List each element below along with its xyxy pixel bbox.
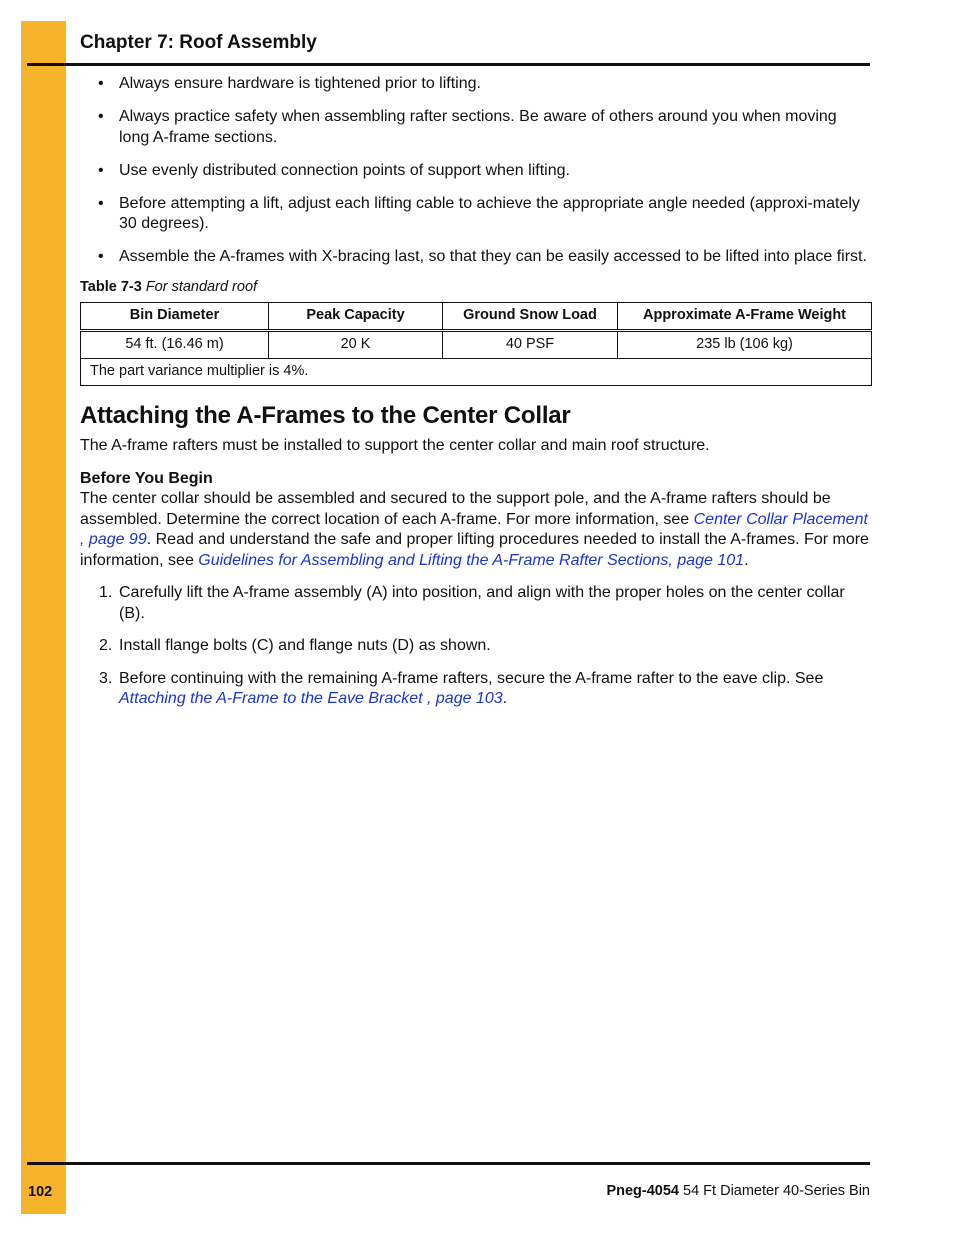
table-cell: 235 lb (106 kg) <box>618 330 872 358</box>
table-cell: 20 K <box>269 330 443 358</box>
roof-spec-table <box>80 302 872 386</box>
table-note-row <box>81 358 872 385</box>
step-text: Install flange bolts (C) and flange nuts (D) as shown. <box>119 637 491 654</box>
table-caption-label: Table 7-3 <box>80 279 142 295</box>
step-text: Before continuing with the remaining A-frame rafters, secure the A-frame rafter to the eave clip. See <box>119 669 824 687</box>
paragraph-text: . <box>744 551 749 569</box>
paragraph-text: . Read and understand the safe and proper lifting procedures needed to install the A-frames. For more information, see <box>80 531 869 569</box>
step-text-end: . <box>502 690 508 707</box>
doc-title: 54 Ft Diameter 40-Series Bin <box>679 1183 870 1199</box>
table-caption <box>80 277 870 298</box>
list-item <box>80 583 870 624</box>
column-header: Peak Capacity <box>269 302 443 330</box>
list-item <box>80 669 870 710</box>
document-footer <box>606 1183 870 1199</box>
paragraph-text: The center collar should be assembled and secured to the support pole, and the A-frame rafters should be assembled. Determine the correct location of each A-frame. For more information, see <box>80 490 831 528</box>
column-header: Ground Snow Load <box>443 302 618 330</box>
table-header-row <box>81 302 872 330</box>
header-rule <box>27 63 870 66</box>
table-caption-text: For standard roof <box>145 279 258 295</box>
step-text: Carefully lift the A-frame assembly (A) into position, and align with the proper holes on the center collar (B). <box>119 584 845 622</box>
eave-bracket-link[interactable]: Attaching the A-Frame to the Eave Bracket , page 103 <box>119 690 503 707</box>
table-note: The part variance multiplier is 4%. <box>81 358 872 385</box>
page-content <box>80 74 870 722</box>
table-cell: 54 ft. (16.46 m) <box>81 330 269 358</box>
page-number: 102 <box>28 1184 53 1200</box>
before-you-begin-paragraph <box>80 489 870 571</box>
before-you-begin-heading: Before You Begin <box>80 469 213 487</box>
list-item: • Always practice safety when assembling rafter sections. Be aware of others around you when moving long A-frame sections. <box>80 107 870 148</box>
table-row <box>81 330 872 358</box>
step-number: 3. <box>99 669 113 687</box>
list-item: • Assemble the A-frames with X-bracing last, so that they can be easily accessed to be lifted into place first. <box>80 247 870 268</box>
section-intro: The A-frame rafters must be installed to support the center collar and main roof structure. <box>80 437 710 454</box>
column-header: Approximate A-Frame Weight <box>618 302 872 330</box>
list-item: • Before attempting a lift, adjust each lifting cable to achieve the appropriate angle needed (approxi-mately 30 degrees). <box>80 194 870 235</box>
column-header: Bin Diameter <box>81 302 269 330</box>
chapter-title: Chapter 7: Roof Assembly <box>80 32 317 53</box>
list-item <box>80 636 870 657</box>
list-item: • Use evenly distributed connection points of support when lifting. <box>80 161 870 182</box>
side-color-bar <box>21 21 66 1214</box>
doc-id: Pneg-4054 <box>606 1183 679 1199</box>
procedure-steps <box>80 583 870 710</box>
safety-bullet-list <box>80 74 870 268</box>
step-number: 1. <box>99 584 113 601</box>
lifting-guidelines-link[interactable]: Guidelines for Assembling and Lifting the A-Frame Rafter Sections, page 101 <box>198 551 745 569</box>
section-title: Attaching the A-Frames to the Center Collar <box>80 401 571 429</box>
step-number: 2. <box>99 637 113 654</box>
center-collar-placement-link[interactable]: Center Collar Placement , page 99 <box>80 510 868 548</box>
footer-rule <box>27 1162 870 1165</box>
table-cell: 40 PSF <box>443 330 618 358</box>
list-item: • Always ensure hardware is tightened prior to lifting. <box>80 74 870 95</box>
